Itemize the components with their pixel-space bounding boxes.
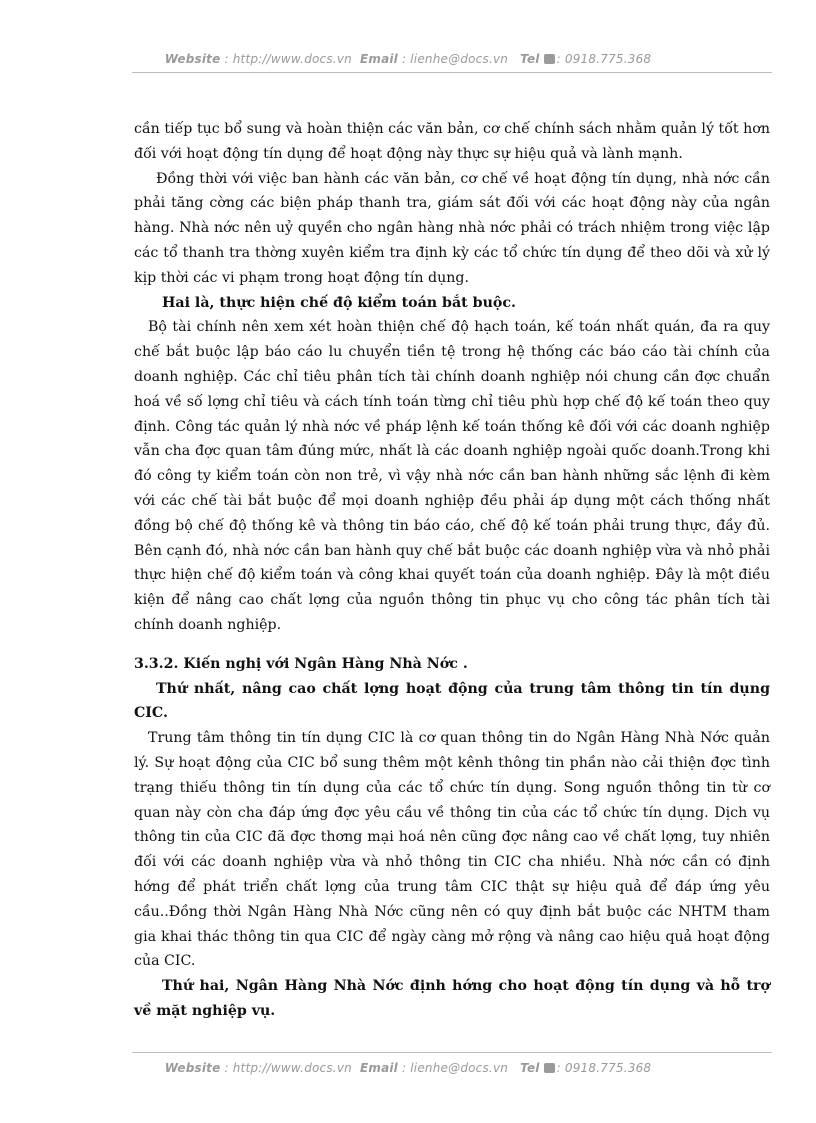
section-heading-332: 3.3.2. Kiến nghị với Ngân Hàng Nhà Nớc . bbox=[134, 655, 468, 672]
email-value[interactable]: : lienhe@docs.vn bbox=[402, 52, 509, 66]
email-value[interactable]: : lienhe@docs.vn bbox=[402, 1061, 509, 1075]
website-label: Website bbox=[164, 1061, 221, 1075]
website-label: Website bbox=[164, 52, 221, 66]
page-header bbox=[0, 52, 816, 66]
tel-value: : 0918.775.368 bbox=[556, 1061, 652, 1075]
footer-divider bbox=[132, 1052, 772, 1053]
header-divider bbox=[132, 72, 772, 73]
email-label: Email bbox=[359, 1061, 398, 1075]
tel-label: Tel bbox=[520, 1061, 540, 1075]
email-label: Email bbox=[359, 52, 398, 66]
paragraph: cần tiếp tục bổ sung và hoàn thiện các văn bản, cơ chế chính sách nhằm quản lý tốt hơn đối với hoạt động tín dụng để hoạt động này thực sự hiệu quả và lành mạnh. bbox=[134, 121, 770, 162]
paragraph: Trung tâm thông tin tín dụng CIC là cơ quan thông tin do Ngân Hàng Nhà Nớc quản lý. Sự hoạt động của CIC bổ sung thêm một kênh thông tin phần nào cải thiện đợc tình trạng thiếu thông tin tín dụng của các tổ chức tín dụng. Song nguồn thông tin từ cơ quan này còn cha đáp ứng đợc yêu cầu về thông tin của các tổ chức tín dụng. Dịch vụ thông tin của CIC đã đợc thơng mại hoá nên cũng đợc nâng cao về chất lợng, tuy nhiên đối với các doanh nghiệp vừa và nhỏ thông tin CIC cha nhiều. Nhà nớc cần có định hớng để phát triển chất lợng của trung tâm CIC thật sự hiệu quả để đáp ứng yêu cầu..Đồng thời Ngân Hàng Nhà Nớc cũng nên có quy định bắt buộc các NHTM tham gia khai thác thông tin qua CIC để ngày càng mở rộng và nâng cao hiệu quả hoạt động của CIC. bbox=[134, 730, 770, 970]
phone-icon bbox=[544, 1063, 555, 1073]
subheading-hai-la: Hai là, thực hiện chế độ kiểm toán bắt buộc. bbox=[162, 294, 516, 311]
subheading-thu-hai: Thứ hai, Ngân Hàng Nhà Nớc định hớng cho hoạt động tín dụng và hỗ trợ về mặt nghiệp vụ. bbox=[134, 978, 770, 1019]
website-url[interactable]: : http://www.docs.vn bbox=[224, 52, 352, 66]
phone-icon bbox=[544, 54, 555, 64]
document-body bbox=[134, 117, 770, 1024]
subheading-thu-nhat: Thứ nhất, nâng cao chất lợng hoạt động của trung tâm thông tin tín dụng CIC. bbox=[134, 680, 770, 722]
page-footer bbox=[0, 1061, 816, 1075]
tel-value: : 0918.775.368 bbox=[556, 52, 652, 66]
paragraph: Đồng thời với việc ban hành các văn bản, cơ chế về hoạt động tín dụng, nhà nớc cần phải tăng cờng các biện pháp thanh tra, giám sát đối với các hoạt động này của ngân hàng. Nhà nớc nên uỷ quyền cho ngân hàng nhà nớc phải có trách nhiệm trong việc lập các tổ thanh tra thờng xuyên kiểm tra định kỳ các tổ chức tín dụng để theo dõi và xử lý kịp thời các vi phạm trong hoạt động tín dụng. bbox=[134, 170, 770, 286]
tel-label: Tel bbox=[520, 52, 540, 66]
paragraph: Bộ tài chính nên xem xét hoàn thiện chế độ hạch toán, kế toán nhất quán, đa ra quy chế bắt buộc lập báo cáo lu chuyển tiền tệ trong hệ thống các báo cáo tài chính của doanh nghiệp. Các chỉ tiêu phân tích tài chính doanh nghiệp nói chung cần đợc chuẩn hoá về số lợng chỉ tiêu và cách tính toán từng chỉ tiêu phù hợp chế độ kế toán theo quy định. Công tác quản lý nhà nớc về pháp lệnh kế toán thống kê đối với các doanh nghiệp vẫn cha đợc quan tâm đúng mức, nhất là các doanh nghiệp ngoài quốc doanh.Trong khi đó công ty kiểm toán còn non trẻ, vì vậy nhà nớc cần ban hành những sắc lệnh đi kèm với các chế tài bắt buộc để mọi doanh nghiệp đều phải áp dụng một cách thống nhất đồng bộ chế độ thống kê và thông tin báo cáo, chế độ kế toán phải trung thực, đầy đủ. Bên cạnh đó, nhà nớc cần ban hành quy chế bắt buộc các doanh nghiệp vừa và nhỏ phải thực hiện chế độ kiểm toán và công khai quyết toán của doanh nghiệp. Đây là một điều kiện để nâng cao chất lợng của nguồn thông tin phục vụ cho công tác phân tích tài chính doanh nghiệp. bbox=[134, 319, 770, 633]
website-url[interactable]: : http://www.docs.vn bbox=[224, 1061, 352, 1075]
